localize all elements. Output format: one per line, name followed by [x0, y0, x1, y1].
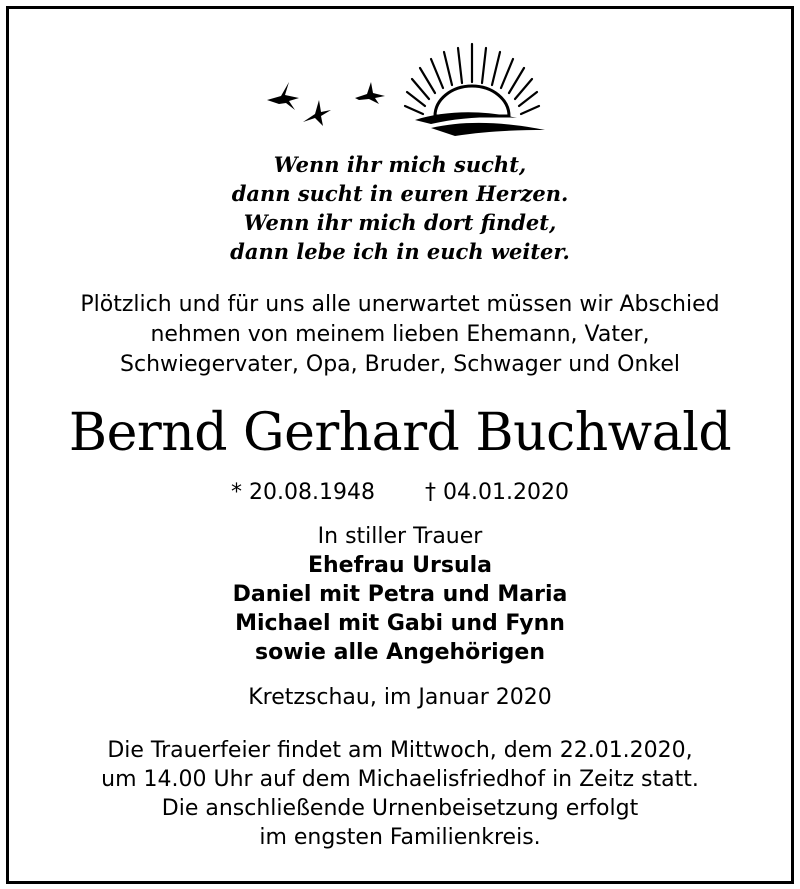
announcement-line: Schwiegervater, Opa, Bruder, Schwager und Onkel [120, 352, 680, 377]
mourners-heading: In stiller Trauer [317, 524, 483, 549]
mourner-name: Daniel mit Petra und Maria [232, 582, 568, 607]
hills-icon [415, 112, 545, 136]
funeral-service-info [0, 736, 800, 852]
birds-and-sunset-icon [255, 38, 545, 138]
memorial-poem [0, 150, 800, 266]
service-line: im engsten Familienkreis. [259, 825, 541, 850]
deceased-name: Bernd Gerhard Buchwald [68, 403, 732, 463]
announcement-line: Plötzlich und für uns alle unerwartet müssen wir Abschied [80, 292, 720, 317]
announcement-line: nehmen von meinem lieben Ehemann, Vater, [150, 322, 650, 347]
service-line: Die anschließende Urnenbeisetzung erfolgt [161, 796, 639, 821]
poem-line: Wenn ihr mich sucht, [273, 152, 527, 177]
poem-line: dann sucht in euren Herzen. [231, 181, 569, 206]
mourner-name: Ehefrau Ursula [307, 553, 493, 578]
sun-icon [435, 86, 509, 116]
service-line: Die Trauerfeier findet am Mittwoch, dem 22.01.2020, [107, 738, 693, 763]
birth-date: * 20.08.1948 [231, 480, 375, 505]
sun-rays-icon [405, 44, 539, 114]
death-date: † 04.01.2020 [425, 480, 569, 505]
mourners-list [0, 522, 800, 667]
birds-icon [267, 82, 385, 126]
announcement-text [0, 290, 800, 380]
place-and-date: Kretzschau, im Januar 2020 [248, 685, 552, 710]
poem-line: Wenn ihr mich dort findet, [243, 210, 557, 235]
mourner-name: Michael mit Gabi und Fynn [235, 611, 565, 636]
service-line: um 14.00 Uhr auf dem Michaelisfriedhof in Zeitz statt. [101, 767, 699, 792]
poem-line: dann lebe ich in euch weiter. [230, 239, 570, 264]
mourner-name: sowie alle Angehörigen [254, 640, 546, 665]
life-dates [0, 478, 800, 508]
